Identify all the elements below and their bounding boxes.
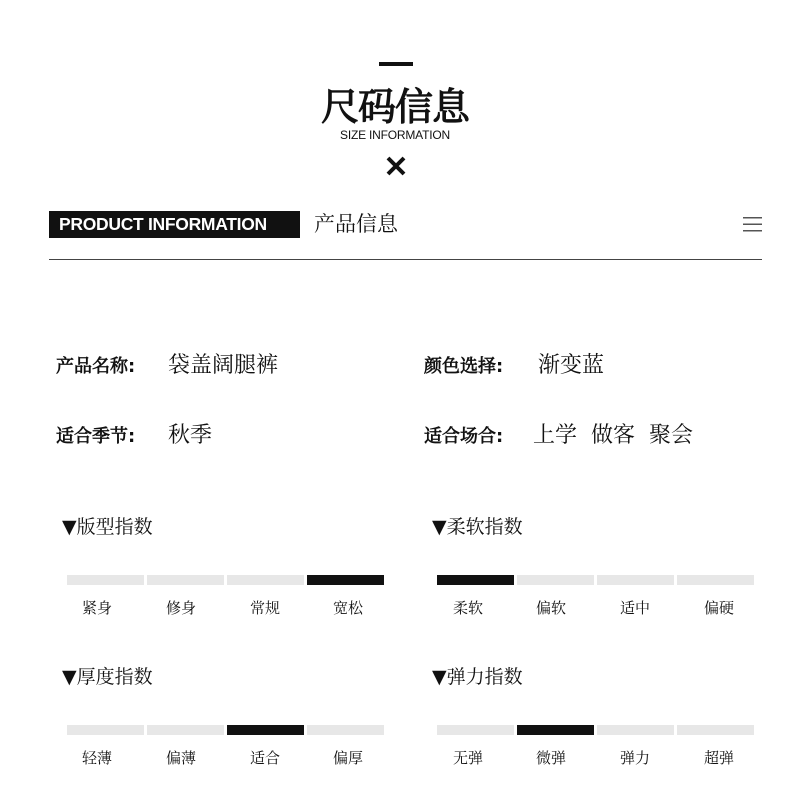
section-divider (49, 259, 762, 260)
occasion-value: 上学 做客 聚会 (533, 423, 693, 448)
gauge-segment (517, 575, 594, 585)
gauge-segment (597, 725, 674, 735)
elasticity-option: 超弹 (703, 749, 734, 767)
fit-index-gauge (67, 575, 387, 585)
softness-option: 适中 (619, 599, 650, 617)
fit-option: 宽松 (332, 599, 363, 617)
elasticity-index-gauge (437, 725, 757, 735)
fit-option: 紧身 (81, 599, 112, 617)
softness-index-title: ▼柔软指数 (432, 516, 523, 538)
hamburger-menu-icon[interactable] (743, 216, 762, 233)
gauge-segment (597, 575, 674, 585)
thickness-option: 偏薄 (165, 749, 196, 767)
season-label: 适合季节: (56, 426, 136, 447)
thickness-index-gauge (67, 725, 387, 735)
elasticity-option: 微弹 (535, 749, 566, 767)
gauge-segment (437, 725, 514, 735)
thickness-option: 轻薄 (81, 749, 112, 767)
title-top-dash (379, 62, 413, 66)
softness-option: 偏硬 (703, 599, 734, 617)
gauge-segment (67, 725, 144, 735)
product-information-badge: PRODUCT INFORMATION (49, 211, 300, 238)
product-information-title: 产品信息 (314, 212, 398, 236)
gauge-segment (227, 575, 304, 585)
fit-option: 修身 (165, 599, 196, 617)
thickness-option: 偏厚 (332, 749, 363, 767)
gauge-segment (67, 575, 144, 585)
gauge-segment (147, 725, 224, 735)
season-value: 秋季 (168, 423, 213, 448)
elasticity-option: 无弹 (452, 749, 483, 767)
elasticity-option: 弹力 (619, 749, 650, 767)
color-label: 颜色选择: (424, 356, 504, 377)
gauge-segment (437, 575, 514, 585)
thickness-option: 适合 (249, 749, 280, 767)
product-name-value: 袋盖阔腿裤 (168, 353, 279, 378)
gauge-segment (147, 575, 224, 585)
occasion-label: 适合场合: (424, 426, 504, 447)
gauge-segment (227, 725, 304, 735)
cross-icon (385, 155, 407, 177)
softness-option: 偏软 (535, 599, 566, 617)
fit-option: 常规 (249, 599, 280, 617)
size-info-title: 尺码信息 (320, 85, 469, 129)
gauge-segment (677, 575, 754, 585)
color-value: 渐变蓝 (538, 353, 605, 378)
fit-index-title: ▼版型指数 (62, 516, 153, 538)
gauge-segment (307, 575, 384, 585)
gauge-segment (517, 725, 594, 735)
softness-option: 柔软 (452, 599, 483, 617)
size-info-subtitle: SIZE INFORMATION (340, 128, 450, 142)
gauge-segment (677, 725, 754, 735)
thickness-index-title: ▼厚度指数 (62, 666, 153, 688)
product-name-label: 产品名称: (56, 356, 136, 377)
gauge-segment (307, 725, 384, 735)
softness-index-gauge (437, 575, 757, 585)
elasticity-index-title: ▼弹力指数 (432, 666, 523, 688)
